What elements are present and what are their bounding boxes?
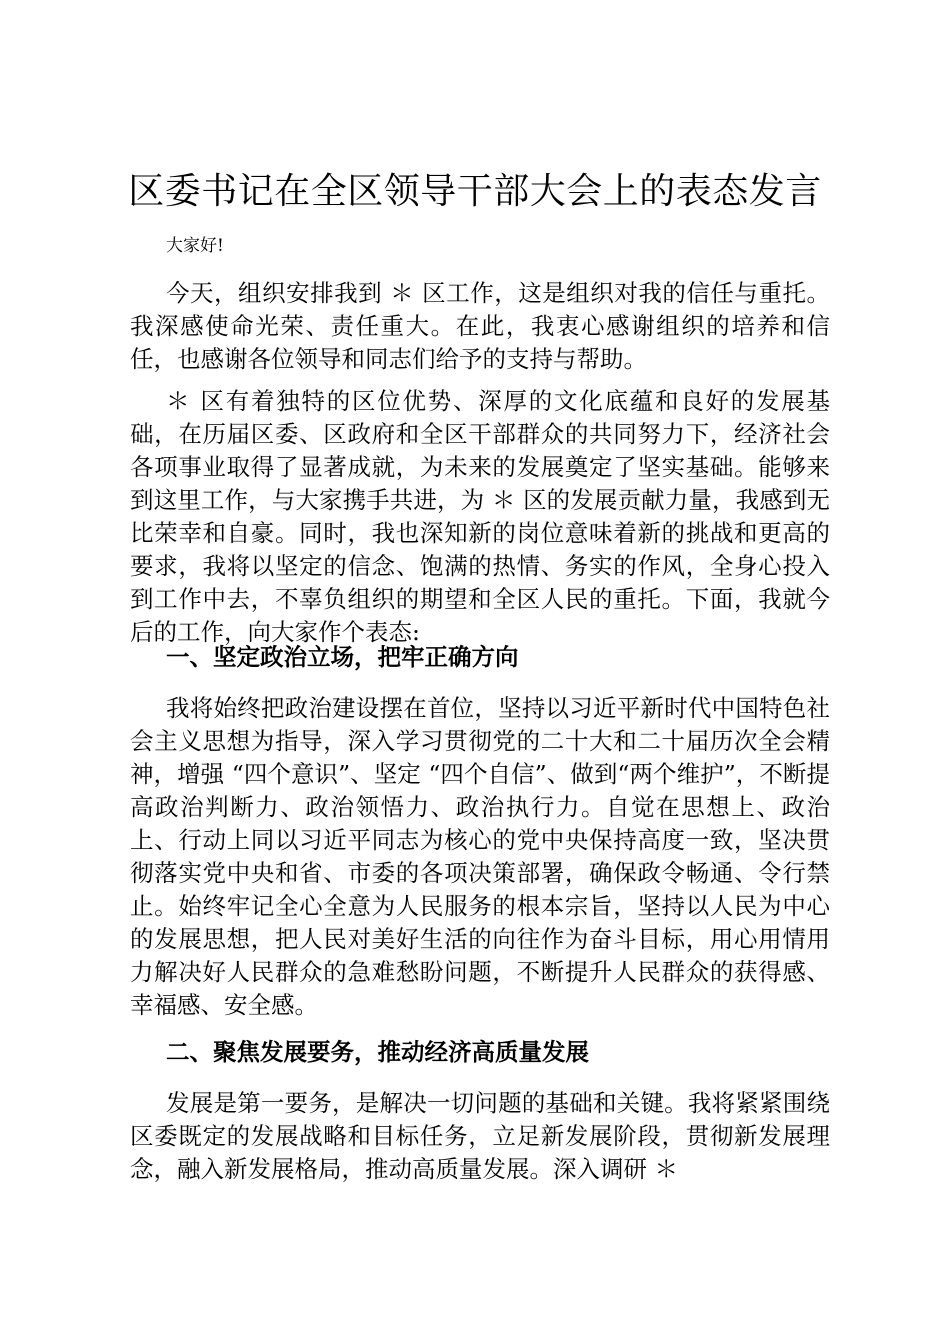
document-title: 区委书记在全区领导干部大会上的表态发言	[128, 171, 822, 212]
paragraph-4: 发展是第一要务，是解决一切问题的基础和关键。我将紧紧围绕区委既定的发展战略和目标任务，立足新发展阶段，贯彻新发展理念，融入新发展格局，推动高质量发展。深入调研 ＊	[130, 1089, 830, 1183]
section-heading-1: 一、坚定政治立场，把牢正确方向	[166, 643, 519, 671]
paragraph-1: 今天，组织安排我到 ＊ 区工作，这是组织对我的信任与重托。我深感使命光荣、责任重大。在此，我衷心感谢组织的培养和信任，也感谢各位领导和同志们给予的支持与帮助。	[130, 279, 830, 373]
greeting-text: 大家好!	[166, 236, 224, 256]
paragraph-2: ＊ 区有着独特的区位优势、深厚的文化底蕴和良好的发展基础，在历届区委、区政府和全区干部群众的共同努力下，经济社会各项事业取得了显著成就，为未来的发展奠定了坚实基础。能够来到这里工作，与大家携手共进，为 ＊ 区的发展贡献力量，我感到无比荣幸和自豪。同时，我也深知新的岗位意味着新的挑战和更高的要求，我将以坚定的信念、饱满的热情、务实的作风，全身心投入到工作中去，不辜负组织的期望和全区人民的重托。下面，我就今后的工作，向大家作个表态:	[130, 387, 830, 646]
paragraph-3: 我将始终把政治建设摆在首位，坚持以习近平新时代中国特色社会主义思想为指导，深入学习贯彻党的二十大和二十届历次全会精神，增强 “四个意识”、坚定 “四个自信”、做到“两个维护”，不断提高政治判断力、政治领悟力、政治执行力。自觉在思想上、政治上、行动上同以习近平同志为核心的党中央保持高度一致，坚决贯彻落实党中央和省、市委的各项决策部署，确保政令畅通、令行禁止。始终牢记全心全意为人民服务的根本宗旨，坚持以人民为中心的发展思想，把人民对美好生活的向往作为奋斗目标，用心用情用力解决好人民群众的急难愁盼问题，不断提升人民群众的获得感、幸福感、安全感。	[130, 694, 830, 1019]
section-heading-2: 二、聚焦发展要务，推动经济高质量发展	[166, 1038, 589, 1066]
